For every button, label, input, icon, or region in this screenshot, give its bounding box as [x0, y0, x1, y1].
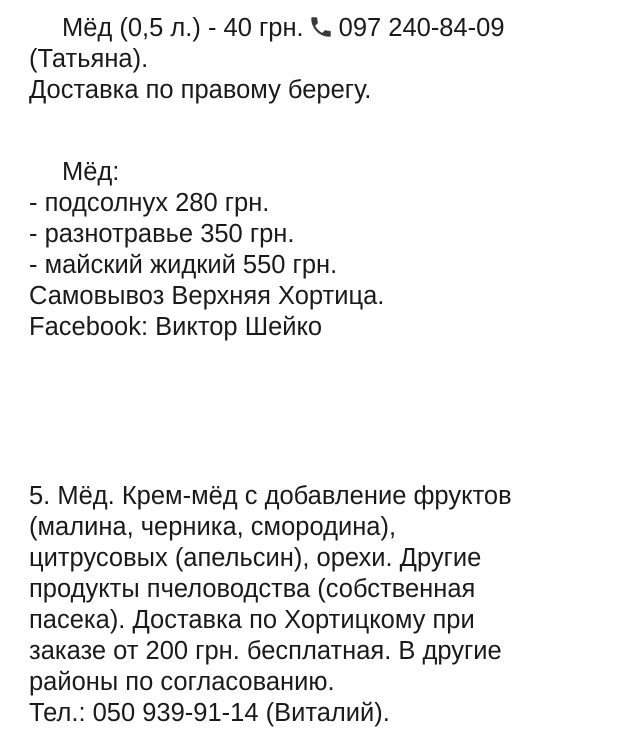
- description-line: районы по согласованию.: [29, 668, 335, 696]
- description-line: заказе от 200 грн. бесплатная. В другие: [29, 637, 502, 665]
- description-line: пасека). Доставка по Хортицкому при: [29, 606, 475, 634]
- description-line: цитрусовых (апельсин), орехи. Другие: [29, 544, 482, 572]
- honey-heading: Мёд:: [62, 158, 120, 186]
- telephone-receiver-icon: [306, 14, 336, 40]
- price-line: [29, 13, 617, 44]
- list-item: - майский жидкий 550 грн.: [29, 251, 338, 279]
- list-item: - подсолнух 280 грн.: [29, 189, 270, 217]
- pickup-info: Самовывоз Верхняя Хортица.: [29, 282, 385, 310]
- honey-ad-vitaliy: [29, 481, 617, 729]
- description-line: 5. Мёд. Крем-мёд с добавление фруктов: [29, 482, 512, 510]
- honey-ad-viktor: [29, 157, 617, 343]
- honey-ad-tatyana: [29, 13, 617, 106]
- phone-number: 097 240-84-09: [338, 14, 505, 42]
- description-line: (малина, черника, смородина),: [29, 513, 397, 541]
- facebook-contact: Facebook: Виктор Шейко: [29, 313, 323, 341]
- description-line: продукты пчеловодства (собственная: [29, 575, 476, 603]
- delivery-info: Доставка по правому берегу.: [29, 76, 372, 104]
- price-text: Мёд (0,5 л.) - 40 грн.: [62, 14, 304, 42]
- phone-contact: Тел.: 050 939-91-14 (Виталий).: [29, 699, 390, 727]
- list-item: - разнотравье 350 грн.: [29, 220, 295, 248]
- contact-name: (Татьяна).: [29, 45, 149, 73]
